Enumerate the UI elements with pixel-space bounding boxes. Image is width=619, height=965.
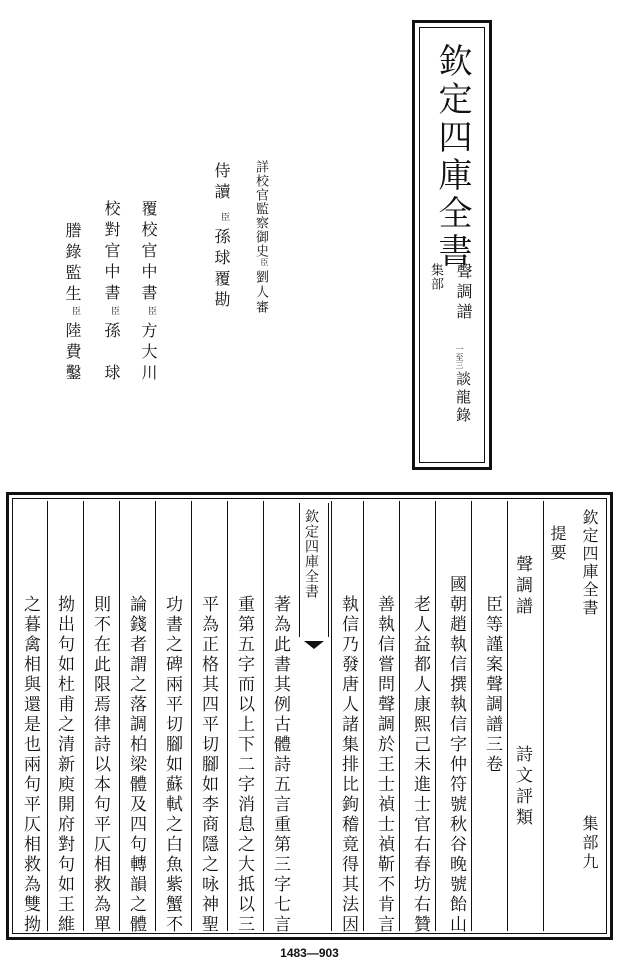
credit-role: 覆校官中書 [139,200,158,305]
summary-label: 提要 [548,525,567,563]
text-column: 功書之碑兩平切腳如蘇軾之白魚紫蟹不 [162,595,182,935]
credit-rank: 臣 [109,306,119,320]
folio-title: 欽定四庫全書 [303,509,319,599]
book-title: 聲調譜 [454,263,473,323]
text-column: 拗出句如杜甫之清新庾開府對句如王維 [54,595,74,935]
entry-book-title: 聲調譜 [512,555,532,618]
credit-rank: 臣 [260,258,269,271]
page-number: 1483—903 [280,946,339,960]
book-subtitle: 談龍錄 [454,371,472,425]
volume-note: 一至三 [455,345,464,369]
fish-tail-mark [304,641,324,649]
entry-category: 詩文評類 [512,745,532,829]
text-column: 論錢者謂之落調柏梁體及四句轉韻之體 [126,595,146,935]
text-column: 則不在此限焉律詩以本句平仄相救為單 [90,595,110,935]
text-column: 善執信嘗問聲調於王士禎士禎靳不肯言 [374,595,394,935]
book-series-title: 欽定四庫全書 [432,43,472,271]
folio-strip [299,503,329,637]
title-cartouche [412,20,492,470]
collection-label: 集部 [428,263,443,291]
page-header-section: 集部九 [580,815,599,872]
text-column: 國朝趙執信撰執信字仲符號秋谷晚號飴山 [446,575,466,935]
text-column: 臣等謹案聲調譜三卷 [482,595,502,775]
text-column: 之暮禽相與還是也兩句平仄相救為雙拗 [20,595,40,935]
credit-name: 孫 球 [102,322,121,385]
credit-role: 謄錄監生 [63,222,82,306]
text-column: 執信乃發唐人諸集排比鉤稽竟得其法因 [338,595,358,935]
credit-role: 詳校官監察御史 [253,160,268,258]
credit-rank: 臣 [219,212,229,226]
text-column: 重第五字而以上下二字消息之大抵以三 [234,595,254,935]
text-column: 平為正格其四平切腳如李商隱之咏神聖 [198,595,218,935]
credit-name: 陸費鑿 [63,322,82,385]
page-header-title: 欽定四庫全書 [580,509,599,617]
text-page-frame [6,492,613,940]
credit-role: 侍讀 [212,162,231,204]
text-column: 老人益都人康熙己未進士官右春坊右贊 [410,595,430,935]
credit-name: 方大川 [139,322,158,385]
credit-role: 校對官中書 [102,200,121,305]
text-column: 著為此書其例古體詩五言重第三字七言 [270,595,290,935]
credit-rank: 臣 [146,306,156,320]
credit-name: 劉人審 [253,270,268,315]
credit-rank: 臣 [70,306,80,320]
credit-name: 孫球覆勘 [212,228,231,312]
